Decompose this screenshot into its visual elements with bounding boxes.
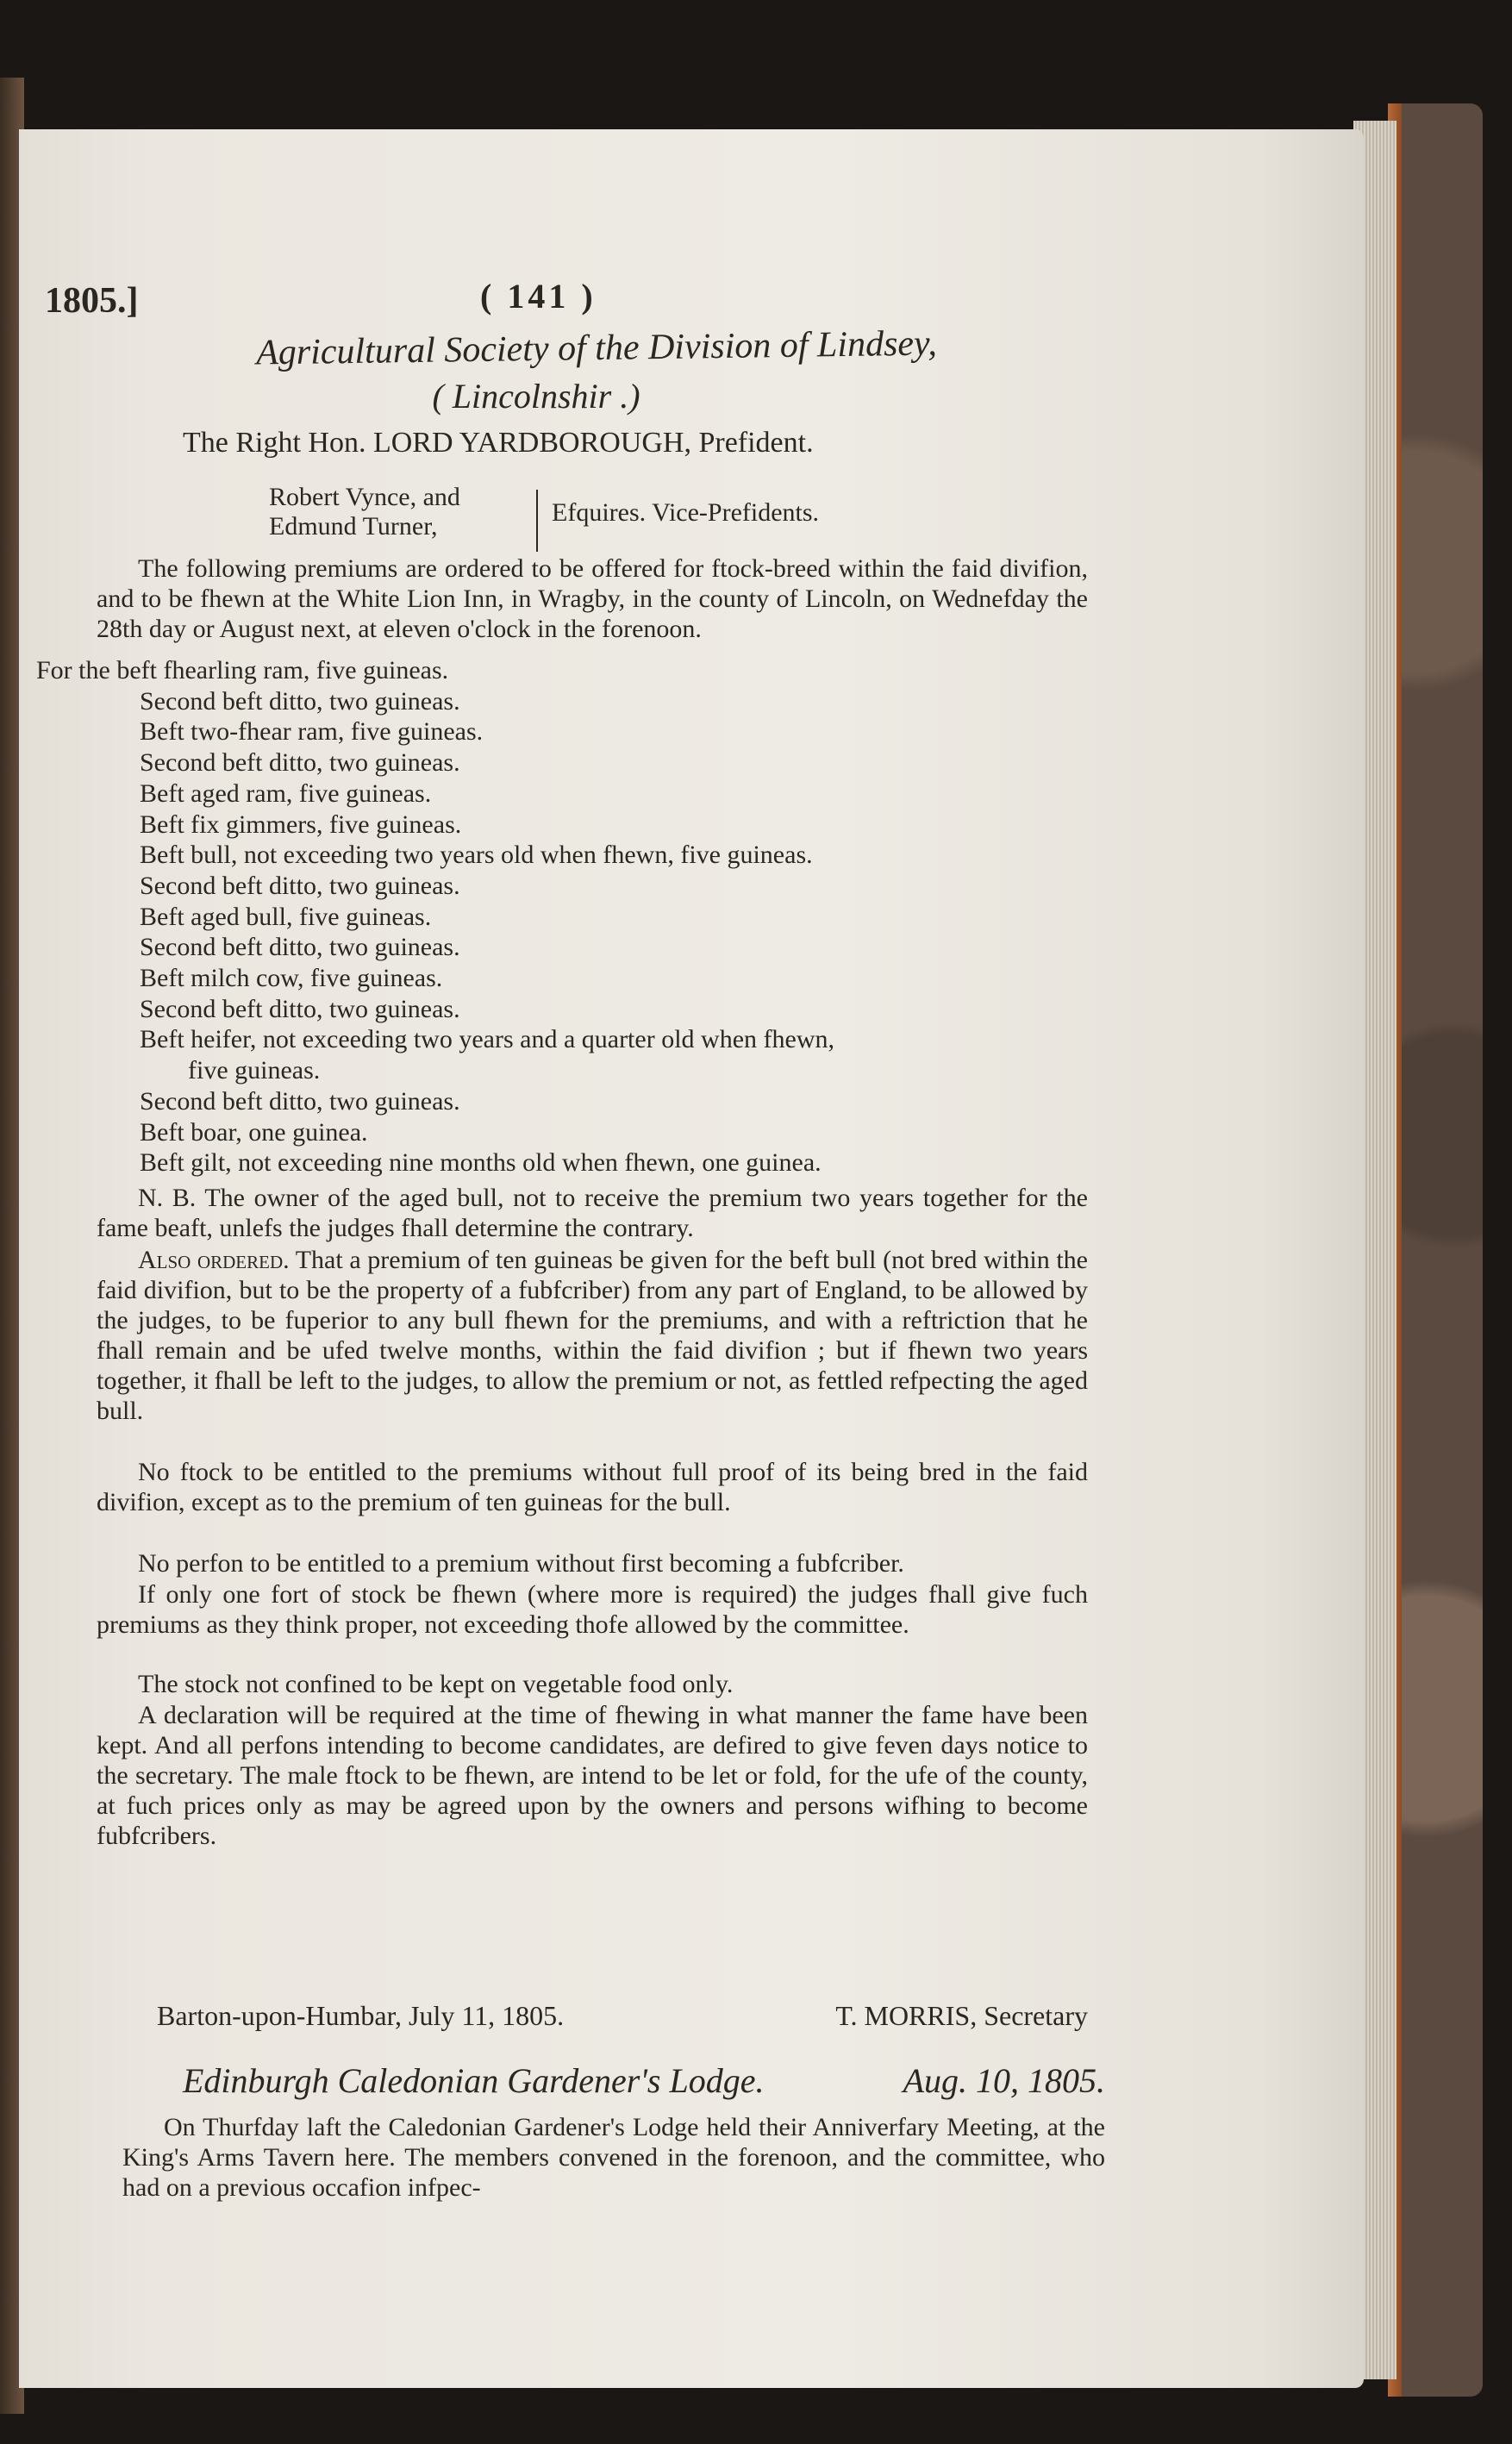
lodge-paragraph: On Thurfday laft the Caledonian Gardener's Lodge held their Anniverfary Meeting, at the King's Arms Tavern here. The members convened in the forenoon, and the committee, who had on a previous occafion infpec- bbox=[122, 2113, 1105, 2202]
lodge-title bbox=[183, 2060, 1105, 2101]
premium-item: Beft aged ram, five guineas. bbox=[140, 778, 432, 808]
premium-item: Beft gilt, not exceeding nine months old when fhewn, one guinea. bbox=[140, 1148, 822, 1178]
also-ordered-paragraph bbox=[97, 1245, 1088, 1426]
premium-list bbox=[36, 655, 1036, 1178]
vice-presidents-role: Efquires. Vice-Prefidents. bbox=[552, 498, 820, 527]
lodge-name: Edinburgh Caledonian Gardener's Lodge. bbox=[183, 2061, 765, 2100]
vp-name-1: Robert Vynce, and bbox=[269, 483, 460, 511]
also-ordered-body: That a premium of ten guineas be given for the beft bull (not bred within the faid divifion, but to be the property of a fubfcriber) from any part of England, to be allowed by the judges, to be fuperior to any bull fhewn for the premiums, and with a reftriction that he fhall remain and be ufed twelve months, within the faid divifion ; but if fhewn two years together, it fhall be left to the judges, to allow the premium or not, as fettled refpecting the aged bull. bbox=[97, 1246, 1088, 1425]
premium-item: Beft heifer, not exceeding two years and a quarter old when fhewn, bbox=[140, 1025, 834, 1054]
president-line: The Right Hon. LORD YARDBOROUGH, Prefident. bbox=[183, 427, 814, 459]
society-subtitle: ( Lincolnshir .) bbox=[432, 377, 640, 416]
premium-item: Second beft ditto, two guineas. bbox=[140, 871, 460, 900]
vice-presidents-names bbox=[269, 483, 460, 541]
nb-paragraph: N. B. The owner of the aged bull, not to receive the premium two years together for the fame beaft, unlefs the judges fhall determine the contrary. bbox=[97, 1184, 1088, 1242]
book-page bbox=[19, 129, 1364, 2388]
intro-paragraph: The following premiums are ordered to be offered for ftock-breed within the faid divifion, and to be fhewn at the White Lion Inn, in Wragby, in the county of Lincoln, on Wednefday the 28th day or August next, at eleven o'clock in the forenoon. bbox=[97, 554, 1088, 643]
premium-item: For the beft fhearling ram, five guineas. bbox=[36, 656, 449, 684]
premium-item-continued: five guineas. bbox=[188, 1056, 321, 1085]
premium-item: Beft two-fhear ram, five guineas. bbox=[140, 717, 484, 747]
vp-name-2: Edmund Turner, bbox=[269, 512, 438, 541]
society-title: Agricultural Society of the Division of Lindsey, bbox=[255, 323, 938, 373]
marbled-cover bbox=[1388, 103, 1483, 2397]
premium-item: Beft milch cow, five guineas. bbox=[140, 964, 443, 993]
place-date: Barton-upon-Humbar, July 11, 1805. bbox=[157, 2000, 565, 2031]
no-person-paragraph: No perfon to be entitled to a premium without first becoming a fubfcriber. bbox=[138, 1549, 904, 1578]
declaration-paragraph: A declaration will be required at the time of fhewing in what manner the fame have been kept. And all perfons intending to become candidates, are defired to give feven days notice to the secretary. The male ftock to be fhewn, are intend to be let or fold, for the ufe of the county, at fuch prices only as may be agreed upon by the owners and persons wifhing to become fubfcribers. bbox=[97, 1701, 1088, 1850]
premium-item: Beft aged bull, five guineas. bbox=[140, 902, 432, 931]
page-header bbox=[19, 277, 1364, 332]
also-ordered-lead: Also ordered. bbox=[138, 1246, 290, 1274]
lodge-date: Aug. 10, 1805. bbox=[903, 2061, 1105, 2100]
running-year: 1805.] bbox=[45, 281, 139, 321]
brace-divider bbox=[536, 490, 538, 552]
premium-item: Beft fix gimmers, five guineas. bbox=[140, 809, 462, 839]
no-stock-paragraph: No ftock to be entitled to the premiums without full proof of its being bred in the faid divifion, except as to the premium of ten guineas for the bull. bbox=[97, 1458, 1088, 1516]
premium-item: Second beft ditto, two guineas. bbox=[140, 933, 460, 962]
premium-item: Beft boar, one guinea. bbox=[140, 1117, 368, 1147]
if-only-paragraph: If only one fort of stock be fhewn (where more is required) the judges fhall give fuch premiums as they think proper, not exceeding thofe allowed by the committee. bbox=[97, 1580, 1088, 1639]
premium-item: Second beft ditto, two guineas. bbox=[140, 686, 460, 716]
premium-item: Second beft ditto, two guineas. bbox=[140, 748, 460, 778]
premium-item: Second beft ditto, two guineas. bbox=[140, 994, 460, 1023]
premium-item: Second beft ditto, two guineas. bbox=[140, 1086, 460, 1116]
page-number: ( 141 ) bbox=[480, 277, 597, 316]
secretary-signature: T. MORRIS, Secretary bbox=[835, 2000, 1088, 2031]
vegetable-paragraph: The stock not confined to be kept on vegetable food only. bbox=[138, 1670, 734, 1698]
premium-item: Beft bull, not exceeding two years old when fhewn, five guineas. bbox=[140, 841, 813, 870]
